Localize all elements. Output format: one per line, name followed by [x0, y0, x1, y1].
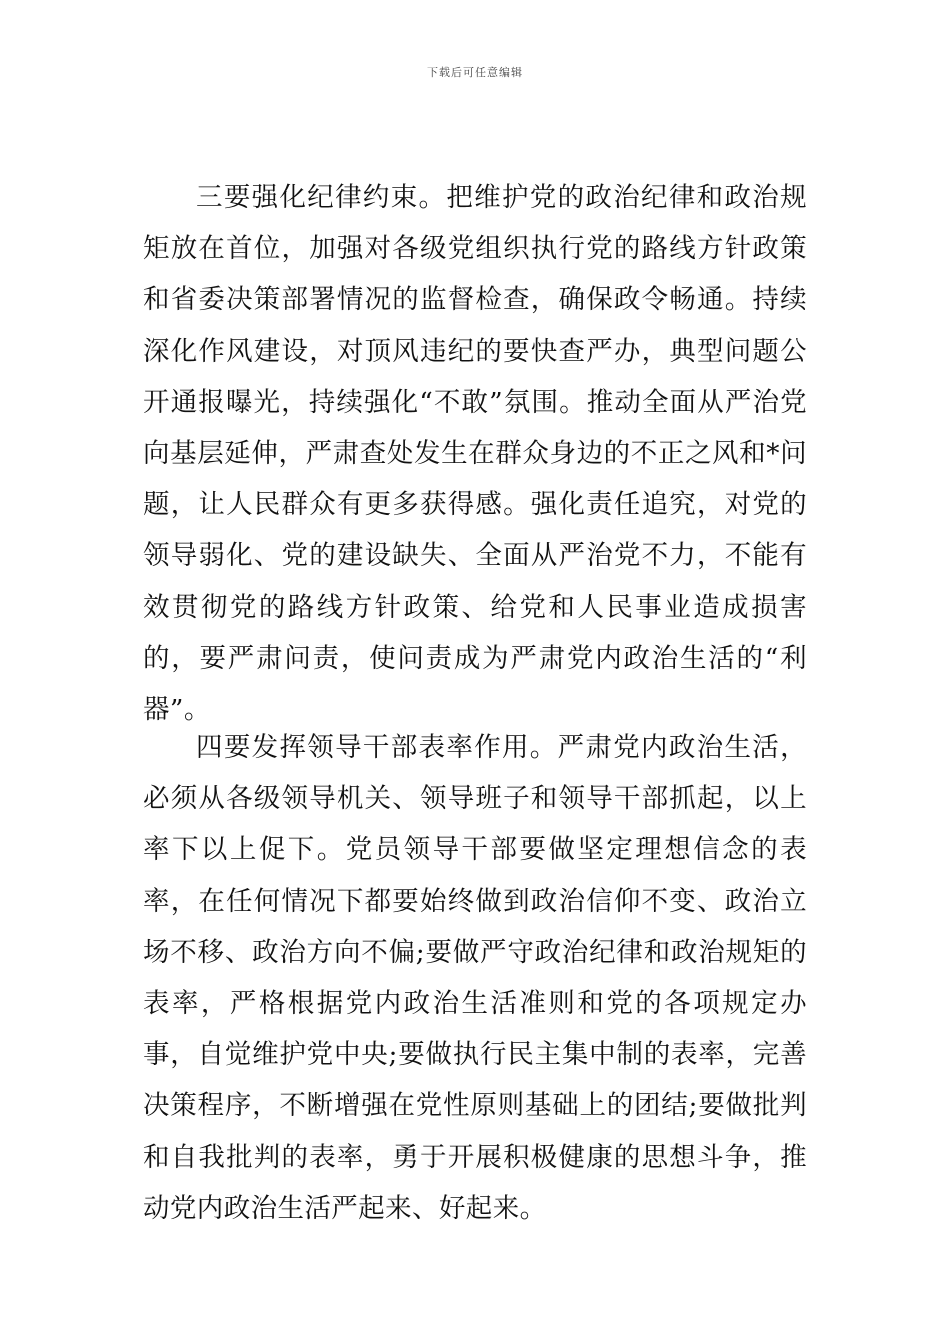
paragraph-discipline: 三要强化纪律约束。把维护党的政治纪律和政治规矩放在首位，加强对各级党组织执行党的路线方针政策和省委决策部署情况的监督检查，确保政令畅通。持续深化作风建设，对顶风违纪的要快查严办，典型问题公开通报曝光，持续强化“不敢”氛围。推动全面从严治党向基层延伸，严肃查处发生在群众身边的不正之风和*问题，让人民群众有更多获得感。强化责任追究，对党的领导弱化、党的建设缺失、全面从严治党不力，不能有效贯彻党的路线方针政策、给党和人民事业造成损害的，要严肃问责，使问责成为严肃党内政治生活的“利器”。: [143, 182, 807, 726]
header-note: 下载后可任意编辑: [427, 66, 523, 79]
paragraph-leadership: 四要发挥领导干部表率作用。严肃党内政治生活，必须从各级领导机关、领导班子和领导干部抓起，以上率下以上促下。党员领导干部要做坚定理想信念的表率，在任何情况下都要始终做到政治信仰不变、政治立场不移、政治方向不偏;要做严守政治纪律和政治规矩的表率，严格根据党内政治生活准则和党的各项规定办事，自觉维护党中央;要做执行民主集中制的表率，完善决策程序，不断增强在党性原则基础上的团结;要做批判和自我批判的表率，勇于开展积极健康的思想斗争，推动党内政治生活严起来、好起来。: [143, 732, 807, 1224]
